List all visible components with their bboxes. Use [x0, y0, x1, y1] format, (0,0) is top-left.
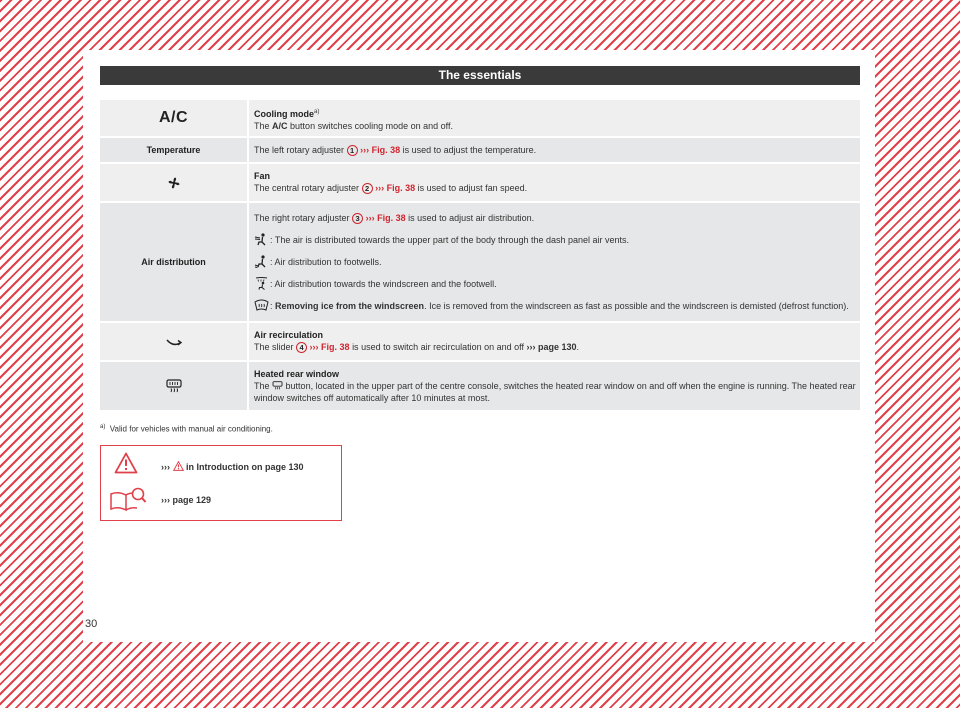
windscreen-defrost-icon	[254, 299, 269, 312]
footnote-ref: a)	[314, 109, 320, 115]
page-number: 30	[85, 618, 98, 630]
book-magnifier-icon	[109, 486, 147, 512]
list-item: : Air distribution to footwells.	[254, 255, 856, 268]
ac-inline-icon: A/C	[272, 121, 288, 131]
list-item: : The air is distributed towards the upper part of the body through the dash panel air vents.	[254, 233, 856, 246]
warning-triangle-icon	[114, 452, 138, 474]
row-title: Air recirculation	[254, 330, 324, 340]
table-row-air-distribution: Air distribution The right rotary adjuster 3 ››› Fig. 38 is used to adjust air distribution. : The air is distributed towards the upper part of the body through the dash panel air vents. : Air distribution to footwells. : Air distribution towards the windscreen and the footwell. : Removing ice from the windscreen . Ice is removed from the windscreen as fast as possible and the windscreen is demisted (defrost function).	[100, 203, 860, 321]
fig-link[interactable]: ››› Fig. 38	[375, 183, 416, 193]
warning-ref[interactable]: ››› in Introduction on page 130	[161, 462, 304, 472]
row-title: Cooling mode	[254, 109, 314, 119]
air-footwell-icon	[254, 255, 269, 268]
list-item: : Removing ice from the windscreen . Ice is removed from the windscreen as fast as possible and the windscreen is demisted (defrost function).	[254, 299, 856, 312]
table-row-heated-rear-window: Heated rear window The button, located in the upper part of the centre console, switches the heated rear window on and off when the engine is running. The heated rear window switches off automatically after 10 minutes at most.	[100, 362, 860, 410]
callout-number: 2	[362, 183, 373, 194]
page-link[interactable]: ››› page 130	[526, 342, 577, 352]
fig-link[interactable]: ››› Fig. 38	[360, 145, 401, 155]
air-upper-body-icon	[254, 233, 269, 246]
recirculation-icon	[165, 336, 183, 348]
ac-icon: A/C	[158, 109, 189, 126]
row-label: Air distribution	[141, 257, 206, 267]
table-row-temperature: Temperature The left rotary adjuster 1 ››› Fig. 38 is used to adjust the temperature.	[100, 138, 860, 162]
warning-inline-icon	[173, 461, 184, 471]
air-windscreen-footwell-icon	[254, 277, 269, 290]
rear-window-heater-inline-icon	[272, 381, 283, 390]
table-row-fan: Fan The central rotary adjuster 2 ››› Fig. 38 is used to adjust fan speed.	[100, 164, 860, 201]
row-title: Fan	[254, 171, 271, 181]
callout-number: 1	[347, 145, 358, 156]
callout-number: 4	[296, 342, 307, 353]
callout-number: 3	[352, 213, 363, 224]
fan-icon	[166, 175, 182, 191]
table-row-recirculation: Air recirculation The slider 4 ››› Fig. 38 is used to switch air recirculation on and off ››› page 130 .	[100, 323, 860, 360]
table-row-ac: A/C Cooling mode$^{a)}$ The A/C button switches cooling mode on and off.	[100, 100, 860, 136]
fig-link[interactable]: ››› Fig. 38	[309, 342, 350, 352]
section-header: The essentials	[100, 66, 860, 85]
essentials-table	[100, 100, 860, 412]
rear-window-heater-icon	[166, 379, 182, 393]
info-ref[interactable]: ››› page 129	[161, 495, 212, 505]
row-label: Temperature	[146, 145, 201, 155]
fig-link[interactable]: ››› Fig. 38	[365, 213, 406, 223]
warning-box	[100, 445, 342, 521]
footnote: $^{a)}$ Valid for vehicles with manual air conditioning.	[100, 424, 273, 434]
list-item: : Air distribution towards the windscreen and the footwell.	[254, 277, 856, 290]
row-title: Heated rear window	[254, 369, 340, 379]
